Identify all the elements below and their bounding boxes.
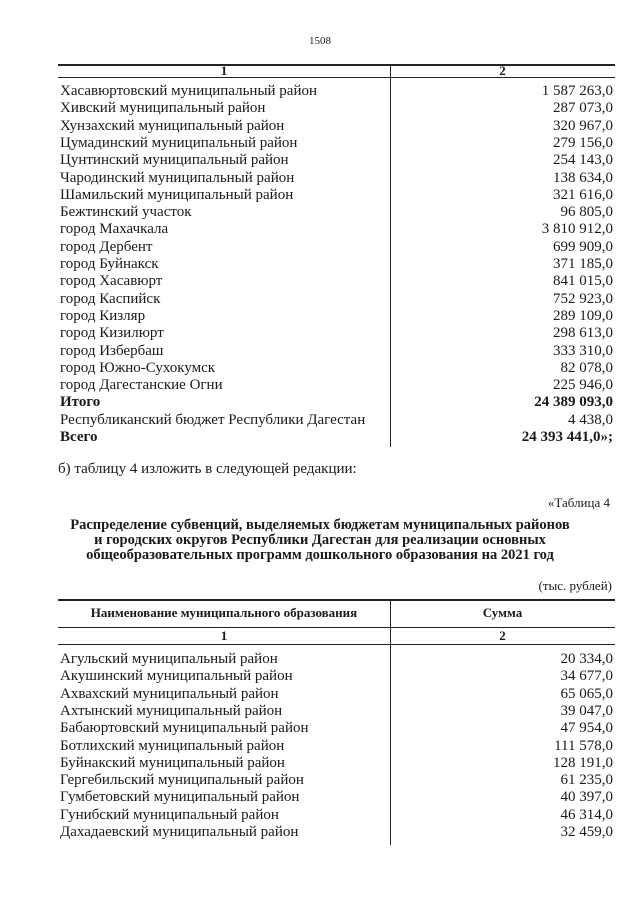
row-value: 32 459,0 bbox=[560, 824, 613, 840]
table-row bbox=[58, 429, 615, 446]
row-value: 24 389 093,0 bbox=[534, 394, 613, 411]
row-value: 34 677,0 bbox=[560, 668, 613, 685]
row-value: 298 613,0 bbox=[553, 325, 613, 342]
row-name: город Махачкала bbox=[60, 221, 169, 238]
table-row bbox=[58, 772, 615, 789]
table-row bbox=[58, 83, 615, 100]
table-row bbox=[58, 291, 615, 308]
row-value: 128 191,0 bbox=[553, 754, 613, 771]
table-row bbox=[58, 100, 615, 117]
table-row bbox=[58, 377, 615, 394]
row-value: 841 015,0 bbox=[553, 273, 613, 290]
table-row bbox=[58, 738, 615, 755]
row-name: Бабаюртовский муниципальный район bbox=[60, 720, 309, 737]
col-number-1: 1 bbox=[220, 628, 228, 643]
row-value: 699 909,0 bbox=[553, 238, 613, 255]
table-row bbox=[58, 789, 615, 806]
row-value: 4 438,0 bbox=[568, 411, 613, 428]
row-name: город Хасавюрт bbox=[60, 273, 163, 290]
row-value: 61 235,0 bbox=[560, 772, 613, 789]
table-row bbox=[58, 135, 615, 152]
table-label: «Таблица 4 bbox=[547, 495, 610, 510]
col-number-2: 2 bbox=[499, 628, 506, 643]
row-value: 371 185,0 bbox=[553, 256, 613, 272]
row-value: 1 587 263,0 bbox=[541, 83, 613, 99]
row-name: город Избербаш bbox=[60, 342, 164, 359]
row-name: город Дербент bbox=[60, 238, 153, 255]
row-value: 24 393 441,0»; bbox=[521, 429, 613, 445]
row-value: 321 616,0 bbox=[553, 186, 613, 203]
table-row bbox=[58, 239, 615, 256]
row-value: 39 047,0 bbox=[560, 702, 613, 719]
row-name: Республиканский бюджет Республики Дагестан bbox=[60, 411, 366, 428]
row-name: Дахадаевский муниципальный район bbox=[60, 824, 299, 840]
row-name: город Каспийск bbox=[60, 290, 161, 307]
table-row bbox=[58, 308, 615, 325]
row-name: Хивский муниципальный район bbox=[60, 100, 266, 117]
table-row bbox=[58, 412, 615, 429]
row-value: 20 334,0 bbox=[560, 651, 613, 667]
row-value: 225 946,0 bbox=[553, 377, 613, 394]
row-value: 138 634,0 bbox=[553, 169, 613, 186]
table-row bbox=[58, 394, 615, 411]
row-value: 111 578,0 bbox=[554, 737, 613, 754]
page-number: 1508 bbox=[309, 35, 331, 47]
table-row bbox=[58, 651, 615, 668]
row-value: 65 065,0 bbox=[560, 685, 613, 702]
row-name: Гунибский муниципальный район bbox=[60, 806, 279, 823]
table-row bbox=[58, 807, 615, 824]
row-value: 279 156,0 bbox=[553, 134, 613, 151]
row-value: 3 810 912,0 bbox=[541, 221, 613, 238]
row-value: 287 073,0 bbox=[553, 100, 613, 117]
row-name: Всего bbox=[60, 429, 98, 445]
table-row bbox=[58, 256, 615, 273]
row-value: 82 078,0 bbox=[560, 359, 613, 376]
col-number-1: 1 bbox=[220, 63, 228, 78]
row-name: Хасавюртовский муниципальный район bbox=[60, 83, 318, 99]
header-name: Наименование муниципального образования bbox=[90, 605, 358, 620]
table-3-continued bbox=[58, 64, 615, 447]
row-name: Агульский муниципальный район bbox=[60, 651, 278, 667]
amendment-paragraph: б) таблицу 4 изложить в следующей редакции: bbox=[58, 461, 357, 477]
table-4 bbox=[58, 599, 615, 845]
row-value: 320 967,0 bbox=[553, 117, 613, 134]
row-value: 289 109,0 bbox=[553, 307, 613, 324]
table-row bbox=[58, 686, 615, 703]
title-line: Распределение субвенций, выделяемых бюджетам муниципальных районов bbox=[70, 517, 570, 533]
table-row bbox=[58, 273, 615, 290]
col-number-2: 2 bbox=[499, 63, 506, 78]
table-row bbox=[58, 152, 615, 169]
title-line: общеобразовательных программ дошкольного образования на 2021 год bbox=[86, 547, 554, 563]
table-row bbox=[58, 703, 615, 720]
table-row bbox=[58, 360, 615, 377]
row-name: город Южно-Сухокумск bbox=[60, 359, 216, 376]
table-row bbox=[58, 668, 615, 685]
row-name: Акушинский муниципальный район bbox=[60, 668, 293, 685]
row-name: Шамильский муниципальный район bbox=[60, 186, 294, 203]
header-divider bbox=[58, 77, 615, 78]
row-name: Гергебильский муниципальный район bbox=[60, 772, 304, 789]
row-name: Цумадинский муниципальный район bbox=[60, 134, 298, 151]
table-row bbox=[58, 720, 615, 737]
table-row bbox=[58, 343, 615, 360]
table-title bbox=[40, 518, 600, 563]
row-value: 40 397,0 bbox=[560, 789, 613, 806]
row-name: Ботлихский муниципальный район bbox=[60, 737, 285, 754]
table-row bbox=[58, 170, 615, 187]
table-row bbox=[58, 118, 615, 135]
units-label: (тыс. рублей) bbox=[538, 578, 612, 593]
table-row bbox=[58, 824, 615, 841]
row-name: город Кизляр bbox=[60, 307, 146, 324]
row-value: 333 310,0 bbox=[553, 342, 613, 359]
row-name: город Кизилюрт bbox=[60, 325, 164, 342]
row-value: 47 954,0 bbox=[560, 720, 613, 737]
row-name: Ахтынский муниципальный район bbox=[60, 702, 283, 719]
row-name: Бежтинский участок bbox=[60, 204, 192, 221]
table-row bbox=[58, 221, 615, 238]
row-value: 254 143,0 bbox=[553, 152, 613, 169]
header-sum: Сумма bbox=[482, 605, 523, 620]
row-name: город Дагестанские Огни bbox=[60, 377, 223, 394]
row-value: 96 805,0 bbox=[560, 204, 613, 221]
table-row bbox=[58, 187, 615, 204]
row-name: Итого bbox=[60, 394, 101, 411]
col-number-divider bbox=[58, 644, 615, 645]
row-name: Гумбетовский муниципальный район bbox=[60, 789, 300, 806]
title-line: и городских округов Республики Дагестан для реализации основных bbox=[94, 532, 546, 548]
row-name: Чародинский муниципальный район bbox=[60, 169, 295, 186]
row-name: Хунзахский муниципальный район bbox=[60, 117, 285, 134]
row-name: город Буйнакск bbox=[60, 256, 159, 272]
row-value: 752 923,0 bbox=[553, 290, 613, 307]
table-row bbox=[58, 325, 615, 342]
row-value: 46 314,0 bbox=[560, 806, 613, 823]
row-name: Буйнакский муниципальный район bbox=[60, 754, 285, 771]
table-row bbox=[58, 755, 615, 772]
row-name: Ахвахский муниципальный район bbox=[60, 685, 279, 702]
row-name: Цунтинский муниципальный район bbox=[60, 152, 289, 169]
table-row bbox=[58, 204, 615, 221]
